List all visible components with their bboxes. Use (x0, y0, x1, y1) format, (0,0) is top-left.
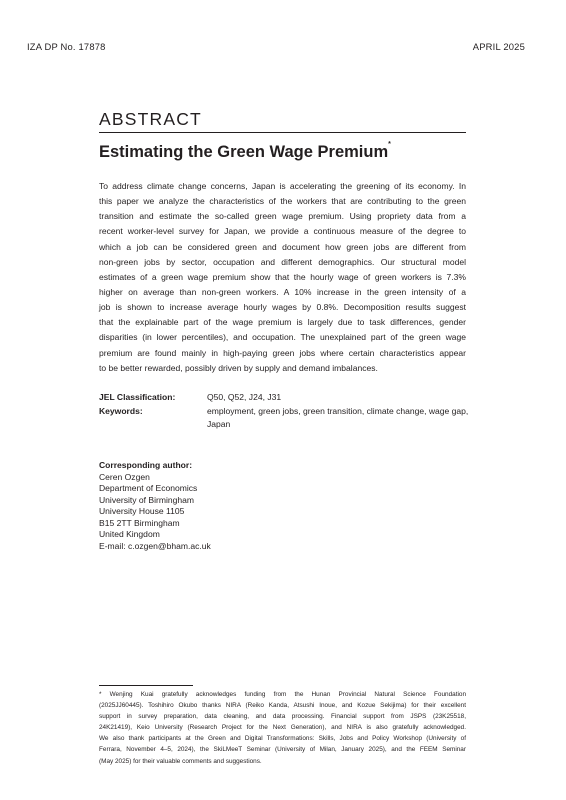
abstract-line: non-green jobs by sector, occupation and different demographics. Our structural model (99, 256, 466, 267)
corresponding-author-heading: Corresponding author: (99, 460, 193, 470)
author-country: United Kingdom (99, 529, 160, 539)
abstract-line: To address climate change concerns, Japan is accelerating the greening of its economy. In (99, 181, 466, 191)
author-university: University of Birmingham (99, 494, 194, 505)
abstract-line: that the explainable part of the wage premium is largely due to task differences, gender (99, 317, 466, 328)
footnote-line: We also thank participants at the Green and Digital Transformations: Skills, Jobs and Policy Workshop (University of (99, 735, 466, 743)
footnote-line: (2025JJ60445). Toshihiro Okubo thanks NIRA (Reiko Kanda, Atsushi Inoue, and Kozue Sekijima) for their excellent (99, 702, 466, 710)
abstract-line: transition and estimate the so-called green wage premium. Using propriety data from a (99, 211, 466, 222)
abstract-line: which a job can be considered green and document how green jobs are different from (99, 241, 466, 252)
abstract-line: job is shown to increase average hourly wages by 0.8%. Decomposition results suggest (99, 302, 466, 313)
footnote-line: Ferrara, November 4–5, 2024), the SkiLMeeT Seminar (University of Milan, January 2025), and the FEEM Seminar (99, 746, 466, 754)
footnote (99, 689, 466, 767)
footnote-line: 24K21419), Keio University (Research Project for the Next Generation), and NIRA is also gratefully acknowledged. (99, 724, 466, 732)
footnote-line: support in survey preparation, data cleaning, and data processing. Financial support from JSPS (23K25518, (99, 713, 466, 721)
author-city: B15 2TT Birmingham (99, 517, 180, 528)
paper-title (99, 143, 391, 162)
footnote-line: (May 2025) for their valuable comments and suggestions. (99, 757, 262, 765)
abstract-line: disparities (in lower percentiles), and occupation. The unexplained part of the green wage (99, 332, 466, 343)
abstract-body (99, 179, 466, 376)
abstract-line: premium are found mainly in high-paying green jobs where certain characteristics appear (99, 347, 466, 358)
abstract-line: recent worker-level survey for Japan, we provide a continuous measure of the degree to (99, 226, 466, 237)
corresponding-author (99, 460, 211, 552)
footnote-line: * Wenjing Kuai gratefully acknowledges funding from the Hunan Provincial Natural Science Foundation (99, 691, 466, 698)
abstract-line: estimates of a green wage premium show that the hourly wage of green workers is 7.3% (99, 271, 466, 282)
author-department: Department of Economics (99, 483, 198, 493)
author-email[interactable]: E-mail: c.ozgen@bham.ac.uk (99, 540, 211, 551)
abstract-line: to be better rewarded, possibly driven by supply and demand imbalances. (99, 362, 378, 373)
jel-codes: Q50, Q52, J24, J31 (207, 392, 282, 402)
author-name: Ceren Ozgen (99, 471, 150, 482)
section-heading: ABSTRACT (99, 109, 202, 129)
jel-label: JEL Classification: (99, 392, 176, 402)
footnote-rule (99, 685, 193, 686)
author-office: University House 1105 (99, 506, 185, 516)
abstract-line: this paper we analyze the characteristics of the workers that are contributing to the green (99, 196, 466, 207)
publication-date: APRIL 2025 (472, 41, 525, 52)
series-number: IZA DP No. 17878 (27, 41, 106, 52)
abstract-line: higher on average than non-green workers. A 10% increase in the green intensity of a (99, 286, 466, 297)
keywords-label: Keywords: (99, 406, 143, 416)
paper-title-text: Estimating the Green Wage Premium (99, 143, 389, 161)
heading-rule (99, 132, 466, 133)
title-footnote-mark: * (388, 141, 391, 148)
keywords-value: employment, green jobs, green transition, climate change, wage gap, Japan (207, 406, 469, 429)
